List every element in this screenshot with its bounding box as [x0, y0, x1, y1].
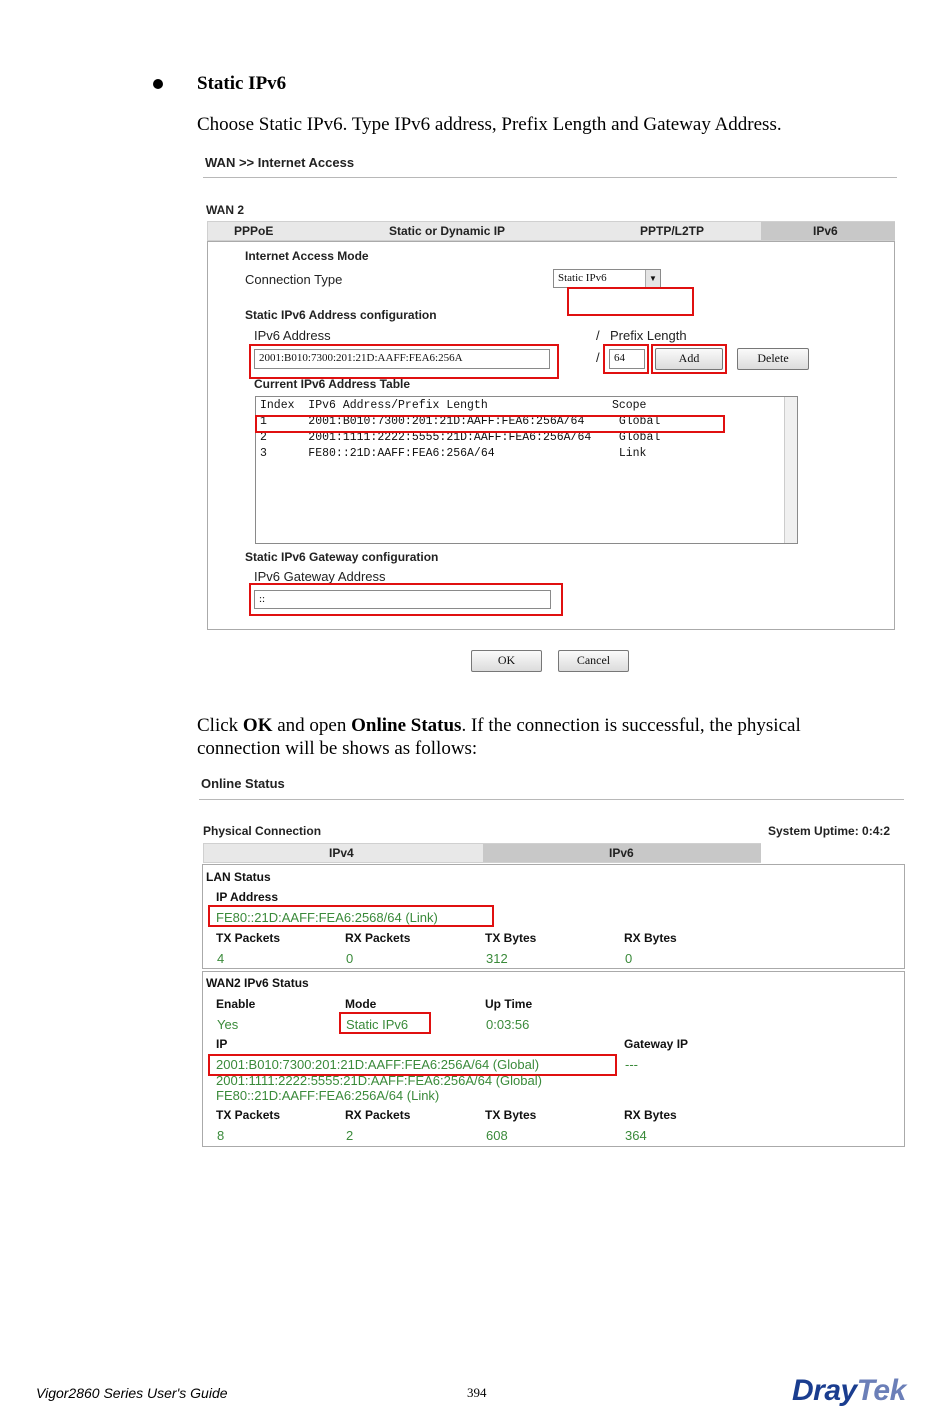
- prefix-slash: /: [596, 328, 600, 343]
- connection-type-select[interactable]: [553, 269, 661, 288]
- wan-rx-bytes: 364: [625, 1128, 647, 1143]
- add-button[interactable]: Add: [655, 348, 723, 370]
- system-uptime: System Uptime: 0:4:2: [768, 824, 891, 838]
- wan-tab-bar: [207, 221, 895, 241]
- tab-ipv4[interactable]: IPv4: [329, 846, 354, 860]
- prefix-length-label: Prefix Length: [610, 328, 687, 343]
- highlight-gateway: [249, 583, 563, 616]
- highlight-lan-ip: [208, 905, 494, 927]
- tab-pptp-l2tp[interactable]: PPTP/L2TP: [640, 224, 705, 238]
- chevron-down-icon: ▼: [645, 270, 660, 287]
- wan-ip-link: FE80::21D:AAFF:FEA6:256A/64 (Link): [216, 1088, 440, 1103]
- lan-rx-bytes-label: RX Bytes: [624, 931, 677, 945]
- lan-tx-packets: 4: [217, 951, 225, 966]
- highlight-table-row-1: [255, 415, 725, 433]
- prefix-length-input[interactable]: 64: [609, 349, 645, 369]
- bullet-icon: [153, 79, 163, 89]
- tab-ipv6[interactable]: IPv6: [813, 224, 838, 238]
- physical-connection-heading: Physical Connection: [203, 824, 322, 838]
- table-header: Index IPv6 Address/Prefix Length Scope: [260, 399, 647, 412]
- ip-address-label: IP Address: [216, 890, 279, 904]
- footer-guide-title: Vigor2860 Series User's Guide: [36, 1385, 228, 1401]
- wan-rx-bytes-label: RX Bytes: [624, 1108, 677, 1122]
- draytek-logo: DrayTek: [792, 1374, 906, 1407]
- intro-text: Choose Static IPv6. Type IPv6 address, Prefix Length and Gateway Address.: [197, 114, 782, 135]
- config-panel: [207, 241, 895, 630]
- gateway-ip-value: ---: [625, 1057, 638, 1072]
- ok-button[interactable]: OK: [471, 650, 542, 672]
- highlight-connection-type: [567, 287, 694, 316]
- lan-tx-bytes: 312: [486, 951, 508, 966]
- tab-static-dynamic-ip[interactable]: Static or Dynamic IP: [389, 224, 506, 238]
- enable-value: Yes: [217, 1017, 239, 1032]
- status-tab-bar: [203, 843, 761, 863]
- table-row[interactable]: 1 2001:B010:7300:201:21D:AAFF:FEA6:256A/64 Global: [260, 415, 661, 428]
- page-number: 394: [467, 1385, 487, 1400]
- mode-label: Mode: [345, 997, 377, 1011]
- lan-status-panel: [202, 864, 905, 969]
- instruction-text-line2: connection will be shows as follows:: [197, 738, 478, 759]
- highlight-mode: [339, 1012, 431, 1034]
- lan-tx-bytes-label: TX Bytes: [485, 931, 537, 945]
- tab-ipv6-status[interactable]: IPv6: [609, 846, 634, 860]
- lan-status-heading: LAN Status: [206, 870, 271, 884]
- static-address-heading: Static IPv6 Address configuration: [245, 308, 437, 322]
- highlight-prefix: [603, 344, 649, 374]
- ip-label: IP: [216, 1037, 228, 1051]
- wan-status-heading: WAN2 IPv6 Status: [206, 976, 309, 990]
- wan-tx-packets-label: TX Packets: [216, 1108, 281, 1122]
- gateway-address-input[interactable]: ::: [254, 590, 551, 609]
- cancel-button[interactable]: Cancel: [558, 650, 629, 672]
- wan-tx-bytes: 608: [486, 1128, 508, 1143]
- wan-status-panel: [202, 971, 905, 1147]
- connection-type-value: Static IPv6: [558, 272, 607, 284]
- highlight-ipv6-address: [249, 344, 559, 379]
- ipv6-address-label: IPv6 Address: [254, 328, 331, 343]
- delete-button[interactable]: Delete: [737, 348, 809, 370]
- table-row[interactable]: 3 FE80::21D:AAFF:FEA6:256A/64 Link: [260, 447, 647, 460]
- wan-tx-packets: 8: [217, 1128, 225, 1143]
- breadcrumb: WAN >> Internet Access: [205, 155, 355, 170]
- connection-type-label: Connection Type: [245, 272, 343, 287]
- highlight-add-button: [651, 344, 727, 374]
- wan-ip-global-2: 2001:1111:2222:5555:21D:AAFF:FEA6:256A/64 (Global): [216, 1073, 542, 1088]
- mode-value: Static IPv6: [346, 1017, 409, 1032]
- tab-pppoe[interactable]: PPPoE: [234, 224, 274, 238]
- lan-ip-value: FE80::21D:AAFF:FEA6:2568/64 (Link): [216, 910, 438, 925]
- section-heading: Static IPv6: [197, 73, 287, 94]
- uptime-label: Up Time: [485, 997, 533, 1011]
- prefix-slash-2: /: [596, 350, 600, 365]
- current-table-title: Current IPv6 Address Table: [254, 377, 411, 391]
- instruction-text: Click OK and open Online Status. If the connection is successful, the physical: [197, 715, 801, 736]
- wan-label: WAN 2: [206, 203, 245, 217]
- lan-rx-bytes: 0: [625, 951, 633, 966]
- wan-rx-packets-label: RX Packets: [345, 1108, 411, 1122]
- gateway-ip-label: Gateway IP: [624, 1037, 689, 1051]
- wan-tx-bytes-label: TX Bytes: [485, 1108, 537, 1122]
- table-row[interactable]: 2 2001:1111:2222:5555:21D:AAFF:FEA6:256A/64 Global: [260, 431, 661, 444]
- gateway-config-heading: Static IPv6 Gateway configuration: [245, 550, 439, 564]
- enable-label: Enable: [216, 997, 256, 1011]
- ipv6-address-input[interactable]: 2001:B010:7300:201:21D:AAFF:FEA6:256A: [254, 349, 550, 369]
- table-scrollbar[interactable]: [784, 397, 797, 543]
- wan-rx-packets: 2: [346, 1128, 354, 1143]
- wan-ip-global-1: 2001:B010:7300:201:21D:AAFF:FEA6:256A/64 (Global): [216, 1057, 540, 1072]
- internet-access-mode-heading: Internet Access Mode: [245, 249, 369, 263]
- lan-tx-packets-label: TX Packets: [216, 931, 281, 945]
- uptime-value: 0:03:56: [486, 1017, 530, 1032]
- status-title: Online Status: [201, 776, 285, 791]
- lan-rx-packets: 0: [346, 951, 354, 966]
- lan-rx-packets-label: RX Packets: [345, 931, 411, 945]
- gateway-address-label: IPv6 Gateway Address: [254, 569, 386, 584]
